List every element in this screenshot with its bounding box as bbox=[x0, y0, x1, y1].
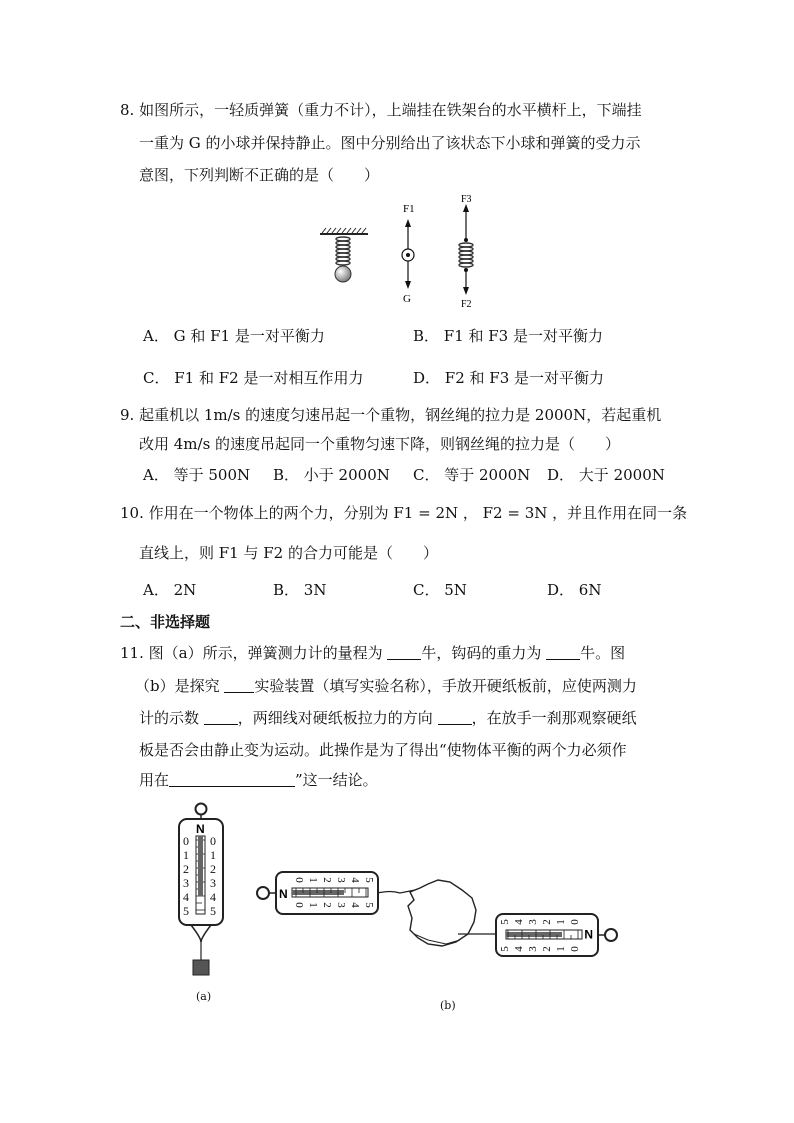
q8-option-a[interactable]: A． G 和 F1 是一对平衡力 bbox=[143, 327, 325, 345]
q10-line-1: 10. 作用在一个物体上的两个力，分别为 F1 = 2N ， F2 = 3N ，并且作用在同一条 bbox=[120, 504, 688, 522]
blank-range[interactable] bbox=[387, 645, 421, 660]
ball-force-diagram bbox=[402, 219, 414, 289]
scale-b2-tick-b3: 3 bbox=[527, 946, 539, 952]
scale-a-tick-l3: 3 bbox=[183, 876, 189, 890]
scale-b1-tick-t3: 3 bbox=[335, 877, 347, 883]
blank-direction[interactable] bbox=[438, 710, 472, 725]
scale-b2-tick-b1: 1 bbox=[555, 946, 567, 952]
label-f2: F2 bbox=[461, 299, 472, 310]
q9-option-b[interactable]: B． 小于 2000N bbox=[273, 466, 390, 484]
spring-scale-a bbox=[168, 800, 238, 980]
q11-line-5-a: 用在 bbox=[139, 771, 170, 789]
scale-b2-tick-t3: 3 bbox=[527, 919, 539, 925]
scale-b1-tick-b4: 4 bbox=[349, 902, 361, 908]
scale-b1-tick-b1: 1 bbox=[307, 902, 319, 908]
scale-a-tick-l0: 0 bbox=[183, 834, 189, 848]
scale-b2-tick-t0: 0 bbox=[569, 919, 581, 925]
balance-experiment-b bbox=[250, 860, 630, 970]
scale-b1-tick-b3: 3 bbox=[335, 902, 347, 908]
scale-a-tick-r5: 5 bbox=[210, 904, 216, 918]
support-bar bbox=[320, 228, 368, 234]
hook-weight bbox=[193, 960, 209, 975]
q11-line-5-b: ”这一结论。 bbox=[295, 771, 378, 789]
q9-option-a[interactable]: A． 等于 500N bbox=[143, 466, 251, 484]
scale-b2-tick-t5: 5 bbox=[499, 919, 511, 925]
q10-option-a[interactable]: A． 2N bbox=[143, 581, 197, 599]
scale-a-tick-l2: 2 bbox=[183, 862, 189, 876]
q11-line-3-b: ，两细线对硬纸板拉力的方向 bbox=[237, 709, 438, 727]
scale-a-tick-l1: 1 bbox=[183, 848, 189, 862]
scale-b1-tick-b2: 2 bbox=[321, 902, 333, 908]
scale-b2-tick-b5: 5 bbox=[499, 946, 511, 952]
scale-b2-tick-t2: 2 bbox=[541, 919, 553, 925]
spring-left bbox=[336, 237, 350, 265]
q11-line-1-a: 11. 图（a）所示，弹簧测力计的量程为 bbox=[120, 644, 388, 662]
scale-b1-tick-t2: 2 bbox=[321, 877, 333, 883]
scale-b2-tick-b2: 2 bbox=[541, 946, 553, 952]
q8-line-2: 一重为 G 的小球并保持静止。图中分别给出了该状态下小球和弹簧的受力示 bbox=[139, 134, 641, 152]
scale-b2-unit: N bbox=[584, 927, 593, 941]
scale-b2-tick-b4: 4 bbox=[513, 946, 525, 952]
label-g: G bbox=[403, 293, 411, 305]
q11-line-2-b: 实验装置（填写实验名称），手放开硬纸板前，应使两测力 bbox=[254, 677, 637, 695]
scale-b1-tick-t5: 5 bbox=[363, 877, 375, 883]
scale-b1-tick-b0: 0 bbox=[293, 902, 305, 908]
caption-a: (a) bbox=[196, 990, 212, 1003]
q11-line-5 bbox=[139, 770, 378, 790]
q11-line-1 bbox=[120, 643, 625, 663]
q9-option-c[interactable]: C． 等于 2000N bbox=[413, 466, 531, 484]
scale-a-tick-l5: 5 bbox=[183, 904, 189, 918]
q8-line-3: 意图，下列判断不正确的是（ ） bbox=[139, 166, 380, 184]
q8-line-1: 8. 如图所示，一轻质弹簧（重力不计），上端挂在铁架台的水平横杆上，下端挂 bbox=[120, 101, 642, 119]
scale-a-tick-r2: 2 bbox=[210, 862, 216, 876]
q9-option-d[interactable]: D． 大于 2000N bbox=[547, 466, 665, 484]
scale-a-tick-r1: 1 bbox=[210, 848, 216, 862]
q11-line-2-a: （b）是探究 bbox=[135, 677, 225, 695]
q11-line-3-a: 计的示数 bbox=[139, 709, 204, 727]
caption-b: (b) bbox=[440, 999, 456, 1012]
q8-option-c[interactable]: C． F1 和 F2 是一对相互作用力 bbox=[143, 369, 364, 387]
scale-a-tick-r3: 3 bbox=[210, 876, 216, 890]
label-f1: F1 bbox=[403, 203, 415, 215]
scale-b1-tick-t4: 4 bbox=[349, 877, 361, 883]
q10-option-c[interactable]: C． 5N bbox=[413, 581, 467, 599]
q11-line-1-c: 牛。图 bbox=[580, 644, 626, 662]
scale-a-tick-r0: 0 bbox=[210, 834, 216, 848]
scale-b1-unit: N bbox=[279, 887, 288, 901]
spring-force-diagram bbox=[459, 204, 473, 295]
section-title: 二、非选择题 bbox=[120, 613, 211, 631]
blank-experiment-name[interactable] bbox=[224, 678, 254, 693]
scale-b2-tick-t4: 4 bbox=[513, 919, 525, 925]
label-f3: F3 bbox=[461, 194, 472, 205]
q11-line-1-b: 牛，钩码的重力为 bbox=[421, 644, 547, 662]
scale-b2-tick-b0: 0 bbox=[569, 946, 581, 952]
blank-weight[interactable] bbox=[546, 645, 580, 660]
blank-conclusion[interactable] bbox=[169, 772, 295, 787]
q10-option-b[interactable]: B． 3N bbox=[273, 581, 327, 599]
scale-a-tick-r4: 4 bbox=[210, 890, 216, 904]
scale-b2-tick-t1: 1 bbox=[555, 919, 567, 925]
q8-option-d[interactable]: D． F2 和 F3 是一对平衡力 bbox=[413, 369, 605, 387]
scale-b1-tick-t0: 0 bbox=[293, 877, 305, 883]
q10-option-d[interactable]: D． 6N bbox=[547, 581, 602, 599]
scale-b1-tick-t1: 1 bbox=[307, 877, 319, 883]
q9-line-2: 改用 4m/s 的速度吊起同一个重物匀速下降，则钢丝绳的拉力是（ ） bbox=[139, 435, 621, 453]
scale-b1-tick-b5: 5 bbox=[363, 902, 375, 908]
scale-a-unit: N bbox=[196, 822, 205, 836]
blank-readings[interactable] bbox=[204, 710, 238, 725]
q10-line-2: 直线上，则 F1 与 F2 的合力可能是（ ） bbox=[139, 544, 438, 562]
q8-figure bbox=[310, 192, 500, 312]
scale-a-tick-l4: 4 bbox=[183, 890, 189, 904]
q8-option-b[interactable]: B． F1 和 F3 是一对平衡力 bbox=[413, 327, 603, 345]
q11-line-4: 板是否会由静止变为运动。此操作是为了得出“使物体平衡的两个力必须作 bbox=[139, 741, 627, 759]
q11-line-3 bbox=[139, 708, 637, 728]
q11-line-3-c: ，在放手一刹那观察硬纸 bbox=[471, 709, 637, 727]
q9-line-1: 9. 起重机以 1m/s 的速度匀速吊起一个重物，钢丝绳的拉力是 2000N，若起重机 bbox=[120, 406, 662, 424]
ball bbox=[335, 266, 351, 282]
q11-line-2 bbox=[135, 676, 637, 696]
